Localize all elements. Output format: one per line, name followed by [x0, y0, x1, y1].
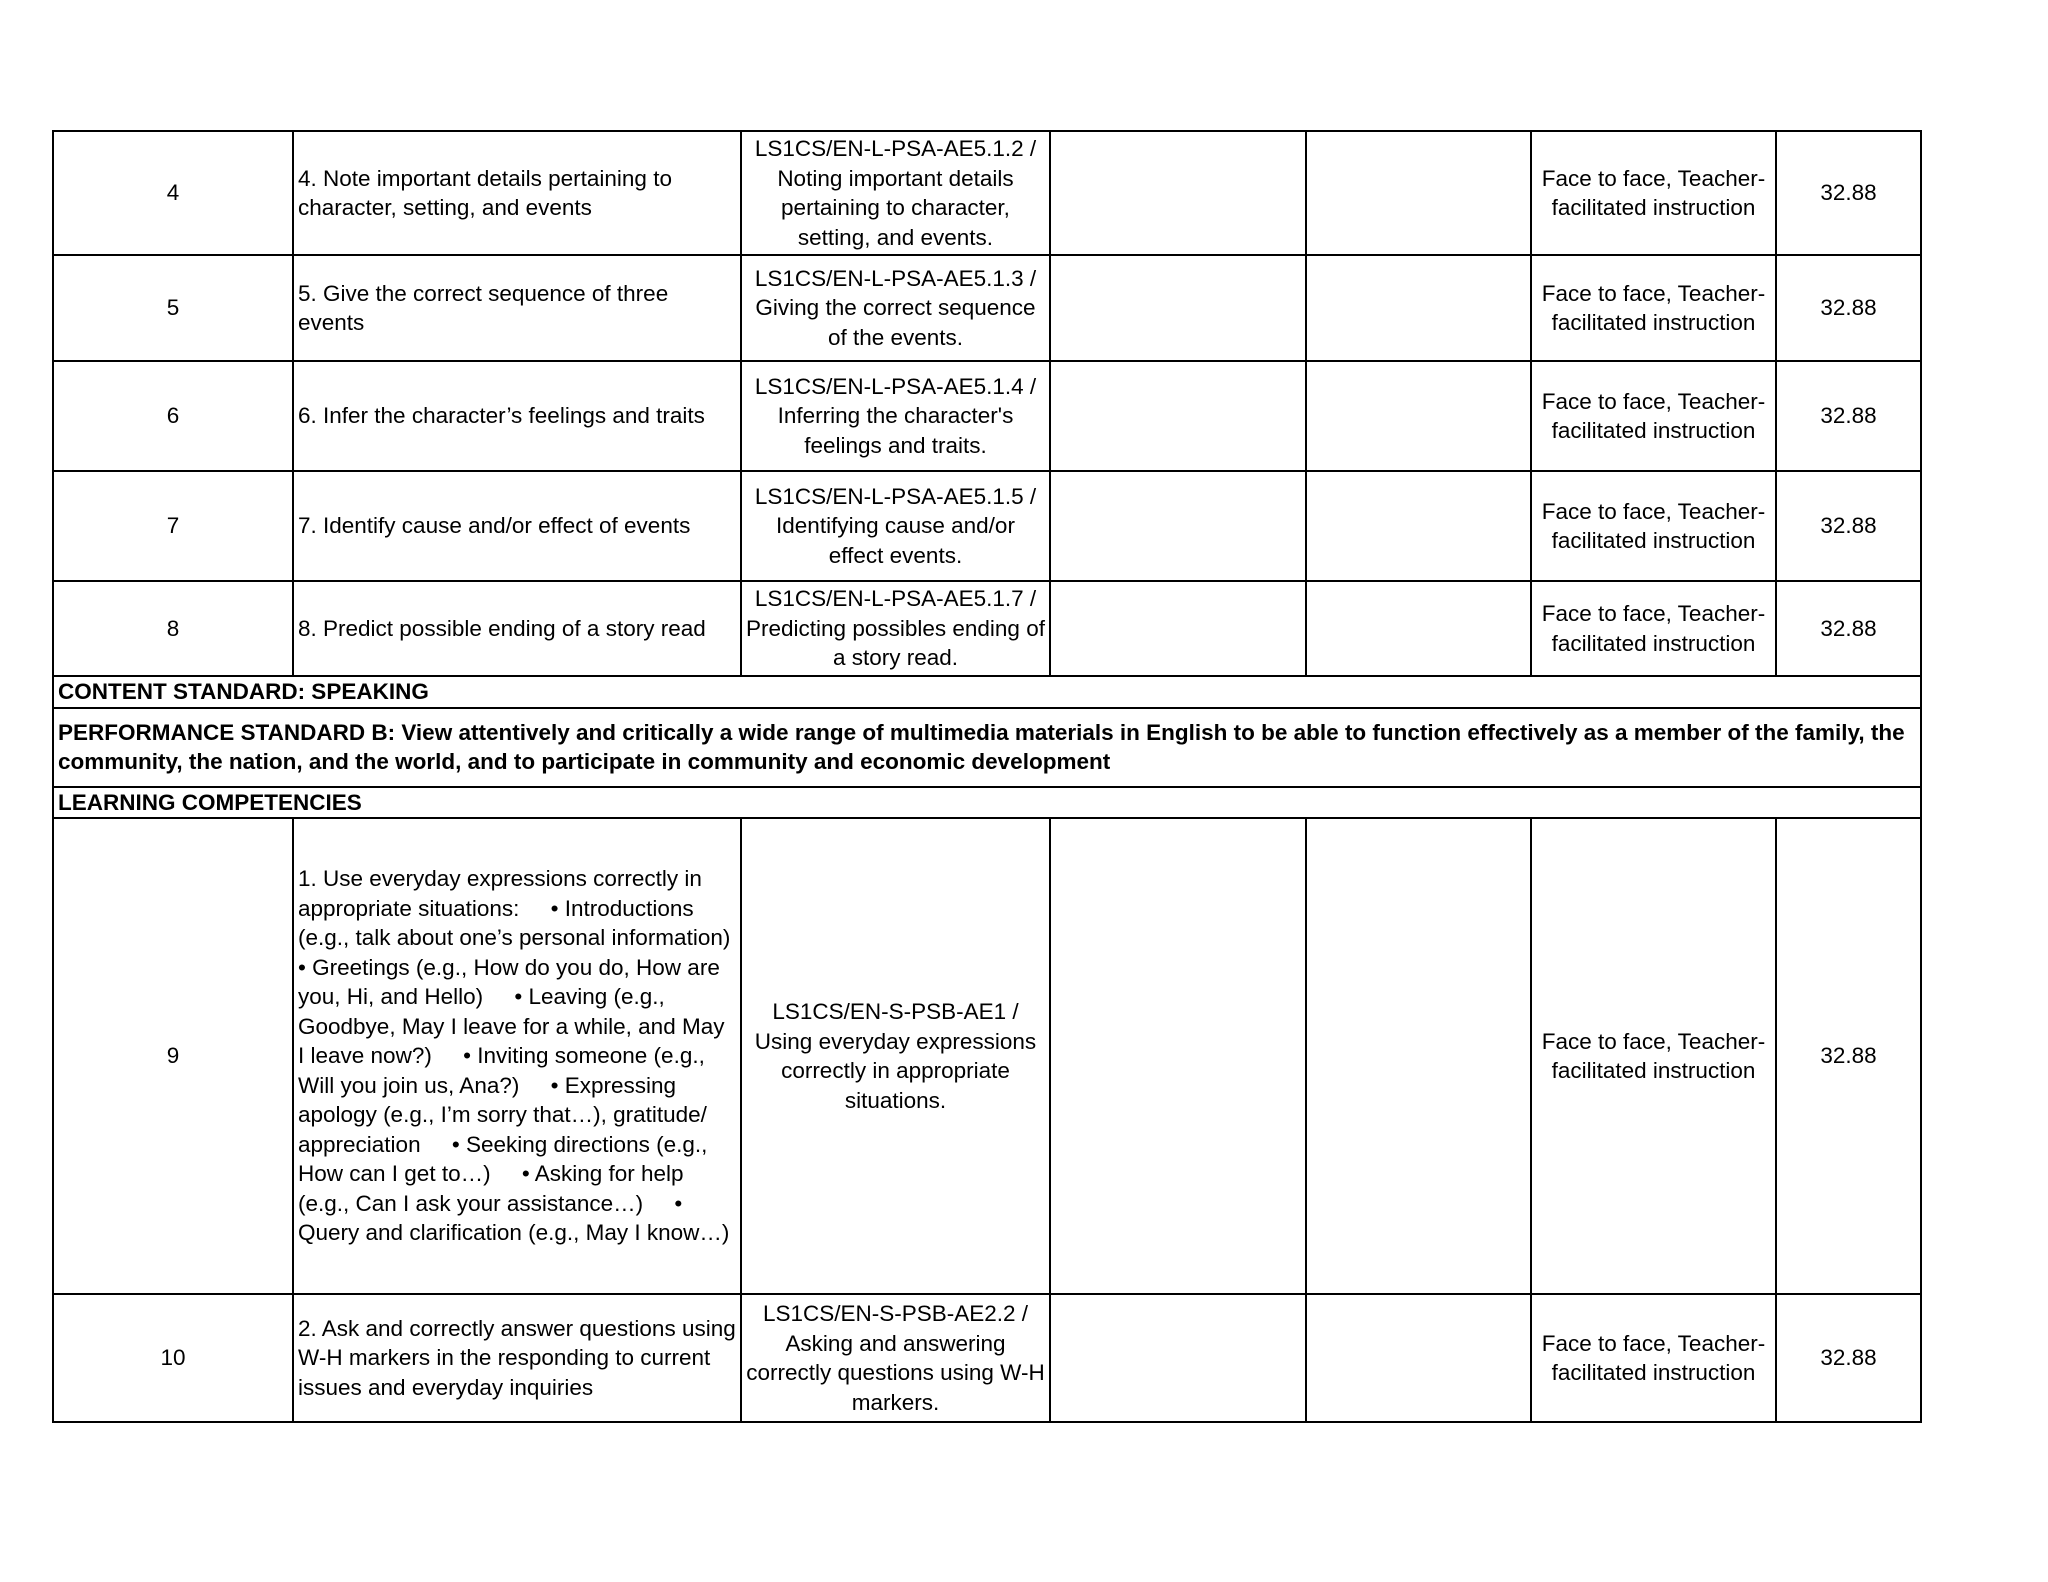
competency-cell: 8. Predict possible ending of a story read — [293, 581, 741, 676]
empty-cell — [1306, 255, 1531, 361]
row-number: 6 — [53, 361, 293, 471]
empty-cell — [1050, 1294, 1306, 1422]
hours-cell: 32.88 — [1776, 471, 1921, 581]
empty-cell — [1050, 361, 1306, 471]
delivery-cell: Face to face, Teacher-facilitated instruction — [1531, 581, 1776, 676]
empty-cell — [1050, 818, 1306, 1294]
code-cell: LS1CS/EN-L-PSA-AE5.1.3 / Giving the correct sequence of the events. — [741, 255, 1050, 361]
delivery-cell: Face to face, Teacher-facilitated instruction — [1531, 1294, 1776, 1422]
delivery-cell: Face to face, Teacher-facilitated instruction — [1531, 255, 1776, 361]
empty-cell — [1050, 471, 1306, 581]
code-cell: LS1CS/EN-L-PSA-AE5.1.5 / Identifying cause and/or effect events. — [741, 471, 1050, 581]
learning-competencies-heading: LEARNING COMPETENCIES — [53, 787, 1921, 819]
delivery-cell: Face to face, Teacher-facilitated instruction — [1531, 131, 1776, 255]
code-cell: LS1CS/EN-L-PSA-AE5.1.4 / Inferring the character's feelings and traits. — [741, 361, 1050, 471]
table-row — [53, 1294, 1921, 1422]
code-cell: LS1CS/EN-S-PSB-AE1 / Using everyday expressions correctly in appropriate situations. — [741, 818, 1050, 1294]
row-number: 10 — [53, 1294, 293, 1422]
hours-cell: 32.88 — [1776, 131, 1921, 255]
empty-cell — [1306, 1294, 1531, 1422]
empty-cell — [1306, 581, 1531, 676]
empty-cell — [1306, 818, 1531, 1294]
empty-cell — [1050, 131, 1306, 255]
competency-cell: 6. Infer the character’s feelings and traits — [293, 361, 741, 471]
empty-cell — [1306, 361, 1531, 471]
competency-cell: 2. Ask and correctly answer questions using W-H markers in the responding to current issues and everyday inquiries — [293, 1294, 741, 1422]
hours-cell: 32.88 — [1776, 818, 1921, 1294]
hours-cell: 32.88 — [1776, 255, 1921, 361]
code-cell: LS1CS/EN-L-PSA-AE5.1.7 / Predicting possibles ending of a story read. — [741, 581, 1050, 676]
empty-cell — [1306, 471, 1531, 581]
hours-cell: 32.88 — [1776, 581, 1921, 676]
empty-cell — [1306, 131, 1531, 255]
table-row — [53, 471, 1921, 581]
row-number: 9 — [53, 818, 293, 1294]
competency-cell: 1. Use everyday expressions correctly in appropriate situations: • Introductions (e.g., talk about one’s personal information) • Greetings (e.g., How do you do, How are you, Hi, and Hello) • Leaving (e.g., Goodbye, May I leave for a while, and May I leave now?) • Inviting someone (e.g., Will you join us, Ana?) • Expressing apology (e.g., I’m sorry that…), gratitude/ appreciation • Seeking directions (e.g., How can I get to…) • Asking for help (e.g., Can I ask your assistance…) • Query and clarification (e.g., May I know…) — [293, 818, 741, 1294]
row-number: 8 — [53, 581, 293, 676]
row-number: 7 — [53, 471, 293, 581]
section-heading-row — [53, 676, 1921, 708]
content-standard-heading: CONTENT STANDARD: SPEAKING — [53, 676, 1921, 708]
section-heading-row — [53, 787, 1921, 819]
code-cell: LS1CS/EN-L-PSA-AE5.1.2 / Noting important details pertaining to character, setting, and events. — [741, 131, 1050, 255]
table-row — [53, 581, 1921, 676]
delivery-cell: Face to face, Teacher-facilitated instruction — [1531, 471, 1776, 581]
table-row — [53, 818, 1921, 1294]
competency-cell: 5. Give the correct sequence of three events — [293, 255, 741, 361]
code-cell: LS1CS/EN-S-PSB-AE2.2 / Asking and answering correctly questions using W-H markers. — [741, 1294, 1050, 1422]
competency-cell: 4. Note important details pertaining to character, setting, and events — [293, 131, 741, 255]
empty-cell — [1050, 255, 1306, 361]
table-row — [53, 255, 1921, 361]
hours-cell: 32.88 — [1776, 361, 1921, 471]
row-number: 5 — [53, 255, 293, 361]
empty-cell — [1050, 581, 1306, 676]
performance-standard-heading: PERFORMANCE STANDARD B: View attentively and critically a wide range of multimedia materials in English to be able to function effectively as a member of the family, the community, the nation, and the world, and to participate in community and economic development — [53, 708, 1921, 787]
row-number: 4 — [53, 131, 293, 255]
delivery-cell: Face to face, Teacher-facilitated instruction — [1531, 361, 1776, 471]
section-heading-row — [53, 708, 1921, 787]
delivery-cell: Face to face, Teacher-facilitated instruction — [1531, 818, 1776, 1294]
hours-cell: 32.88 — [1776, 1294, 1921, 1422]
table-row — [53, 361, 1921, 471]
curriculum-table — [52, 130, 1922, 1423]
table-row — [53, 131, 1921, 255]
competency-cell: 7. Identify cause and/or effect of events — [293, 471, 741, 581]
